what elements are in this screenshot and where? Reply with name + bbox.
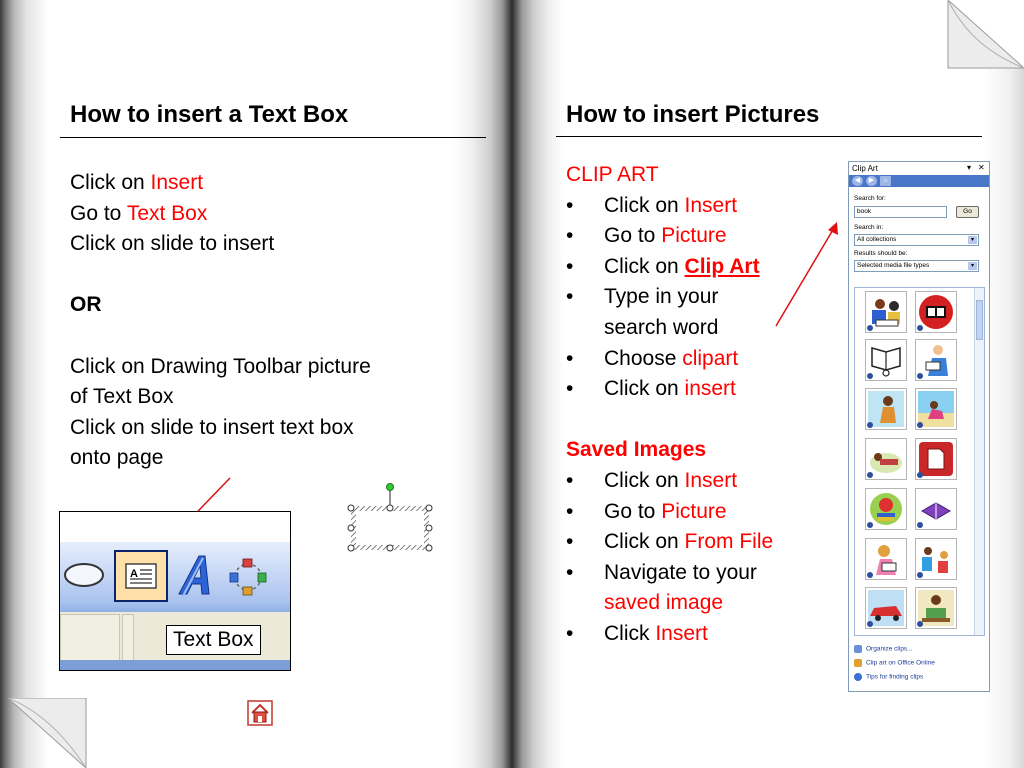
clipart-step-1: • Click on Insert (566, 191, 773, 222)
textbox-placeholder-icon (345, 480, 437, 556)
forward-icon[interactable]: ▶ (866, 176, 877, 186)
book-spine-right (512, 0, 564, 768)
clip-thumbnail[interactable] (865, 388, 907, 430)
left-heading-rule (60, 137, 486, 138)
drawing-toolbar-screenshot (59, 511, 291, 671)
saved-step-5: • Click Insert (566, 619, 773, 650)
results-scrollbar[interactable] (974, 288, 984, 635)
clip-thumbnail[interactable] (915, 538, 957, 580)
clip-art-pane (848, 161, 990, 692)
back-icon[interactable]: ◀ (852, 176, 863, 186)
left-line-6: Click on slide to insert text box (70, 415, 354, 439)
page-curl-bottom-left-icon[interactable] (8, 698, 88, 768)
clip-thumbnail[interactable] (865, 587, 907, 629)
chevron-down-icon: ▾ (968, 236, 977, 244)
left-line-4: Click on Drawing Toolbar picture (70, 354, 371, 378)
left-instructions (70, 168, 371, 474)
results-label: Results should be: (854, 250, 908, 257)
saved-steps (566, 466, 773, 650)
toolbar-strip (60, 542, 291, 612)
clipart-step-4: • Type in your search word (566, 282, 773, 343)
search-in-select[interactable]: All collections ▾ (854, 234, 979, 246)
clip-thumbnail[interactable] (915, 587, 957, 629)
toolbar-bottom-bar (60, 660, 291, 671)
left-line-7: onto page (70, 446, 164, 470)
saved-step-3: • Click on From File (566, 527, 773, 558)
svg-text:A: A (130, 568, 138, 580)
clip-thumbnail[interactable] (865, 339, 907, 381)
clip-thumbnail[interactable] (865, 488, 907, 530)
clip-thumbnail[interactable] (915, 388, 957, 430)
results-type-select[interactable]: Selected media file types ▾ (854, 260, 979, 272)
book-spine-left (452, 0, 512, 768)
saved-step-2: • Go to Picture (566, 497, 773, 528)
clip-thumbnail[interactable] (915, 291, 957, 333)
textbox-tooltip: Text Box (166, 625, 261, 655)
right-heading: How to insert Pictures (566, 101, 820, 128)
clip-thumbnail[interactable] (865, 438, 907, 480)
clip-thumbnail[interactable] (915, 339, 957, 381)
arrow-icon (770, 218, 844, 330)
left-line-2: Go to Text Box (70, 201, 208, 225)
clip-art-title: Clip Art (852, 164, 878, 173)
clipart-step-5: • Choose clipart (566, 344, 773, 375)
clip-thumbnail[interactable] (915, 488, 957, 530)
globe-icon (854, 659, 862, 667)
clip-results-grid (854, 287, 985, 636)
right-heading-rule (556, 136, 982, 137)
left-heading: How to insert a Text Box (70, 101, 349, 128)
clip-thumbnail[interactable] (865, 291, 907, 333)
tips-link[interactable]: Tips for finding clips (854, 673, 923, 681)
search-for-label: Search for: (854, 195, 886, 202)
diagram-tool-icon[interactable] (227, 556, 269, 598)
clipart-step-6: • Click on insert (566, 374, 773, 405)
close-icon[interactable]: ✕ (978, 163, 985, 172)
textbox-tool-icon (125, 563, 157, 589)
pane-menu-icon[interactable]: ▾ (967, 163, 972, 172)
clipart-step-3: • Click on Clip Art (566, 252, 773, 283)
search-input[interactable]: book (854, 206, 947, 218)
pane-nav-bar (849, 175, 989, 187)
clipart-steps (566, 191, 773, 405)
home-icon[interactable] (247, 700, 273, 726)
oval-tool-icon[interactable] (62, 558, 106, 592)
chevron-down-icon: ▾ (968, 262, 977, 270)
office-online-link[interactable]: Clip art on Office Online (854, 659, 935, 667)
left-line-1: Click on Insert (70, 171, 204, 194)
right-instructions (566, 160, 773, 650)
organize-clips-link[interactable]: Organize clips... (854, 645, 913, 653)
page-shadow-right (984, 0, 1024, 768)
clip-thumbnail[interactable] (865, 538, 907, 580)
go-button[interactable]: Go (956, 206, 979, 218)
left-line-3: Click on slide to insert (70, 232, 275, 256)
or-label: OR (70, 293, 102, 317)
clipart-link[interactable]: Clip Art (684, 254, 760, 278)
clip-thumbnail[interactable] (915, 438, 957, 480)
wordart-tool-icon[interactable] (175, 552, 217, 600)
clipart-step-2: • Go to Picture (566, 221, 773, 252)
help-icon (854, 673, 862, 681)
search-in-label: Search in: (854, 224, 884, 231)
page-shadow-left (0, 0, 48, 768)
scrollbar-thumb[interactable] (976, 300, 983, 340)
saved-images-heading: Saved Images (566, 438, 707, 462)
clipart-heading: CLIP ART (566, 163, 659, 186)
left-line-5: of Text Box (70, 385, 174, 409)
page-curl-top-right-icon[interactable] (944, 0, 1024, 70)
home-icon[interactable]: ⌂ (880, 176, 891, 186)
organize-icon (854, 645, 862, 653)
saved-step-1: • Click on Insert (566, 466, 773, 497)
saved-step-4: • Navigate to your saved image (566, 558, 773, 619)
textbox-tool-button[interactable] (114, 550, 168, 602)
